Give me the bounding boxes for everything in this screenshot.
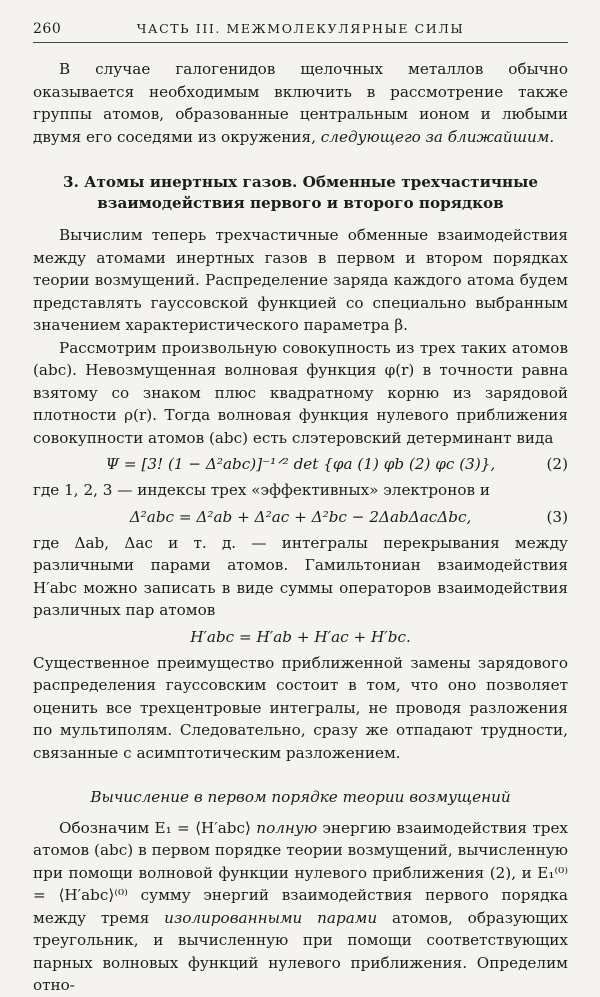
equation-2-number: (2) xyxy=(546,455,568,473)
page-body xyxy=(33,58,568,997)
paragraph-wavefunction: Рассмотрим произвольную совокупность из трех таких атомов (abc). Невозмущенная волновая функция φ(r) в точности равна взятому со знаком плюс квадратному корню из зарядовой плотности ρ(r). Тогда волновая функция нулевого приближения совокупности атомов (abc) есть слэтеровский детерминант вида xyxy=(33,338,568,447)
equation-2 xyxy=(33,449,568,479)
section-heading xyxy=(33,172,568,214)
subsection-heading: Вычисление в первом порядке теории возмущений xyxy=(90,788,511,806)
section-heading-line2: взаимодействия первого и второго порядков xyxy=(97,194,504,212)
running-title: ЧАСТЬ III. МЕЖМОЛЕКУЛЯРНЫЕ СИЛЫ xyxy=(136,21,465,36)
paragraph-gaussian: Вычислим теперь трехчастичные обменные взаимодействия между атомами инертных газов в первом и втором порядках теории возмущений. Распределение заряда каждого атома будем представлять гауссовской функцией со специально выбранным значением характеристического параметра β. xyxy=(33,226,568,334)
running-header xyxy=(33,18,568,43)
equation-3-number: (3) xyxy=(546,507,568,526)
equation-3 xyxy=(33,502,568,532)
section-heading-line1: 3. Атомы инертных газов. Обменные трехчастичные xyxy=(63,173,538,191)
paragraph-halides: В случае галогенидов щелочных металлов обычно оказывается необходимым включить в рассмотрение также группы атомов, образованные центральным ионом и любыми двумя его соседями из окружения, следующего за ближайшим. xyxy=(33,60,568,146)
italic-next-nearest: следующего за ближайшим. xyxy=(320,127,555,146)
equation-3-body: Δ²abc = Δ²ab + Δ²ac + Δ²bc − 2ΔabΔacΔbc, xyxy=(129,507,472,526)
page-number: 260 xyxy=(33,21,62,37)
paragraph-advantage: Существенное преимущество приближенной замены зарядового распределения гауссовским состоит в том, что оно позволяет оценить все трехцентровые интегралы, не проводя разложения по мультиполям. Следовательно, сразу же отпадают трудности, связанные с асимптотическим разложением. xyxy=(33,653,568,762)
paragraph-overlap: где Δab, Δac и т. д. — интегралы перекрывания между различными парами атомов. Гамильтониан взаимодействия H′abc можно записать в виде суммы операторов взаимодействия различных пар атомов xyxy=(33,533,568,619)
equation-2-body: Ψ = [3! (1 − Δ²abc)]⁻¹ᐟ² det {φa (1) φb (2) φc (3)}, xyxy=(105,455,496,473)
line-indices: где 1, 2, 3 — индексы трех «эффективных» электронов и xyxy=(33,481,490,499)
equation-hamiltonian xyxy=(33,622,568,652)
paragraph-first-order: Обозначим E₁ = ⟨H′abc⟩ полную энергию взаимодействия трех атомов (abc) в первом порядке теории возмущений, вычисленную при помощи волновой функции нулевого приближения (2), и E₁⁽⁰⁾ = ⟨H′abc⟩⁽⁰⁾ сумму энергий взаимодействия первого порядка между тремя изолированными парами атомов, образующих треугольник, и вычисленную при помощи соответствующих парных волновых функций нулевого приближения. Определим отно- xyxy=(33,818,568,994)
equation-hamiltonian-body: H′abc = H′ab + H′ac + H′bc. xyxy=(190,627,411,646)
